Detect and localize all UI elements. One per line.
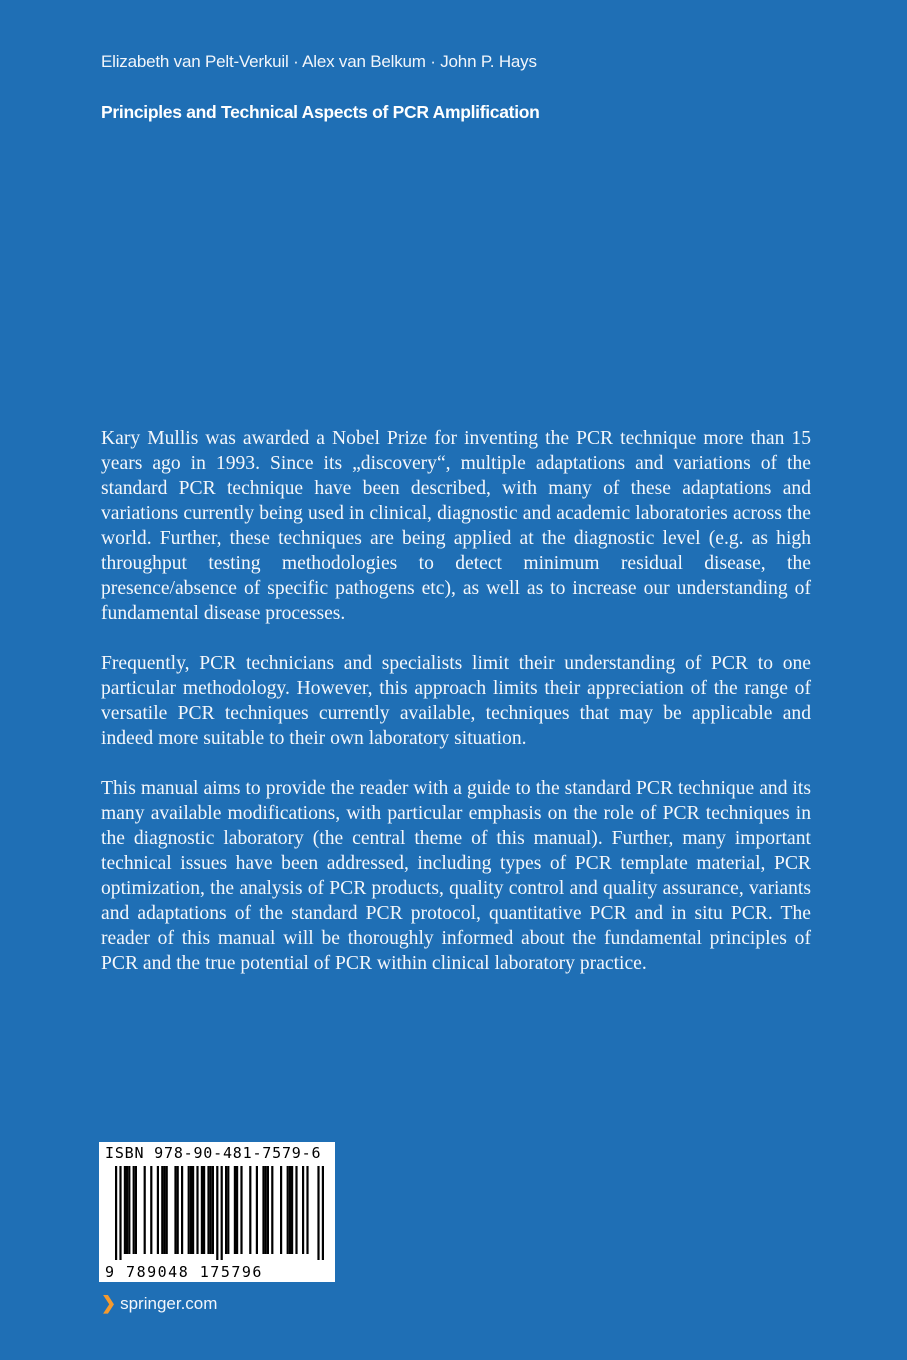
barcode-bar — [287, 1166, 289, 1254]
barcode-bar — [265, 1166, 267, 1254]
barcode-bar — [163, 1166, 165, 1254]
barcode-bar — [161, 1166, 163, 1254]
barcode-bar — [119, 1166, 121, 1260]
barcode-bar — [128, 1166, 130, 1254]
barcode-bar — [291, 1166, 293, 1254]
publisher-url: springer.com — [120, 1293, 218, 1313]
barcode-bar — [190, 1166, 192, 1254]
barcode-bars — [99, 1164, 335, 1260]
barcode-bar — [212, 1166, 214, 1254]
barcode-bar — [267, 1166, 269, 1254]
blurb-text — [101, 426, 811, 1001]
barcode-bar — [234, 1166, 236, 1254]
isbn-barcode — [99, 1142, 335, 1282]
barcode-bar — [192, 1166, 194, 1254]
barcode-bar — [225, 1166, 227, 1254]
ean-digits: 9 789048 175796 — [105, 1263, 263, 1281]
barcode-bar — [126, 1166, 128, 1254]
barcode-bar — [295, 1166, 297, 1254]
barcode-bar — [181, 1166, 183, 1254]
barcode-bar — [166, 1166, 168, 1254]
barcode-bar — [115, 1166, 117, 1260]
blurb-paragraph-3: This manual aims to provide the reader with a guide to the standard PCR technique and its many available modifications, with particular emphasis on the role of PCR techniques in the diagnostic laboratory (the central theme of this manual). Further, many important technical issues have been addressed, including types of PCR template material, PCR optimization, the analysis of PCR products, quality control and quality assurance, variants and adaptations of the standard PCR protocol, quantitative PCR and in situ PCR. The reader of this manual will be thoroughly informed about the fundamental principles of PCR and the true potential of PCR within clinical laboratory practice. — [101, 778, 811, 974]
barcode-bar — [256, 1166, 258, 1254]
barcode-bar — [177, 1166, 179, 1254]
barcode-bar — [150, 1166, 152, 1254]
barcode-bar — [302, 1166, 304, 1254]
barcode-bar — [227, 1166, 229, 1254]
barcode-bar — [203, 1166, 205, 1254]
barcode-bar — [306, 1166, 308, 1254]
barcode-bar — [210, 1166, 212, 1254]
barcode-bar — [271, 1166, 273, 1254]
barcode-bar — [249, 1166, 251, 1254]
chevron-right-icon: ❯ — [101, 1293, 117, 1313]
barcode-bar — [201, 1166, 203, 1254]
book-title: Principles and Technical Aspects of PCR Amplification — [101, 102, 540, 122]
barcode-bar — [322, 1166, 324, 1260]
barcode-bar — [317, 1166, 319, 1260]
barcode-bar — [240, 1166, 242, 1254]
barcode-bar — [196, 1166, 198, 1254]
barcode-bar — [262, 1166, 264, 1254]
barcode-bar — [289, 1166, 291, 1254]
barcode-bar — [174, 1166, 176, 1254]
barcode-bar — [144, 1166, 146, 1254]
barcode-bar — [216, 1166, 218, 1260]
barcode-bar — [157, 1166, 159, 1254]
barcode-bar — [280, 1166, 282, 1254]
barcode-bar — [133, 1166, 135, 1254]
barcode-bar — [188, 1166, 190, 1254]
barcode-bar — [207, 1166, 209, 1254]
blurb-paragraph-1: Kary Mullis was awarded a Nobel Prize for inventing the PCR technique more than 15 years ago in 1993. Since its „discovery“, multiple adaptations and variations of the standard PCR technique have been described, with many of these adaptations and variations currently being used in clinical, diagnostic and academic laboratories across the world. Further, these techniques are being applied at the diagnostic level (e.g. as high throughput testing methodologies to detect minimum residual disease, the presence/absence of specific pathogens etc), as well as to increase our understanding of fundamental disease processes. — [101, 428, 811, 624]
blurb-paragraph-2: Frequently, PCR technicians and specialists limit their understanding of PCR to one particular methodology. However, this approach limits their appreciation of the range of versatile PCR techniques currently available, techniques that may be applicable and indeed more suitable to their own laboratory situation. — [101, 653, 811, 749]
publisher-link[interactable] — [101, 1293, 217, 1314]
authors-line: Elizabeth van Pelt-Verkuil · Alex van Belkum · John P. Hays — [101, 52, 537, 71]
barcode-bar — [236, 1166, 238, 1254]
isbn-label: ISBN 978-90-481-7579-6 — [105, 1144, 322, 1162]
barcode-bar — [221, 1166, 223, 1260]
barcode-bar — [135, 1166, 137, 1254]
barcode-bar — [124, 1166, 126, 1254]
